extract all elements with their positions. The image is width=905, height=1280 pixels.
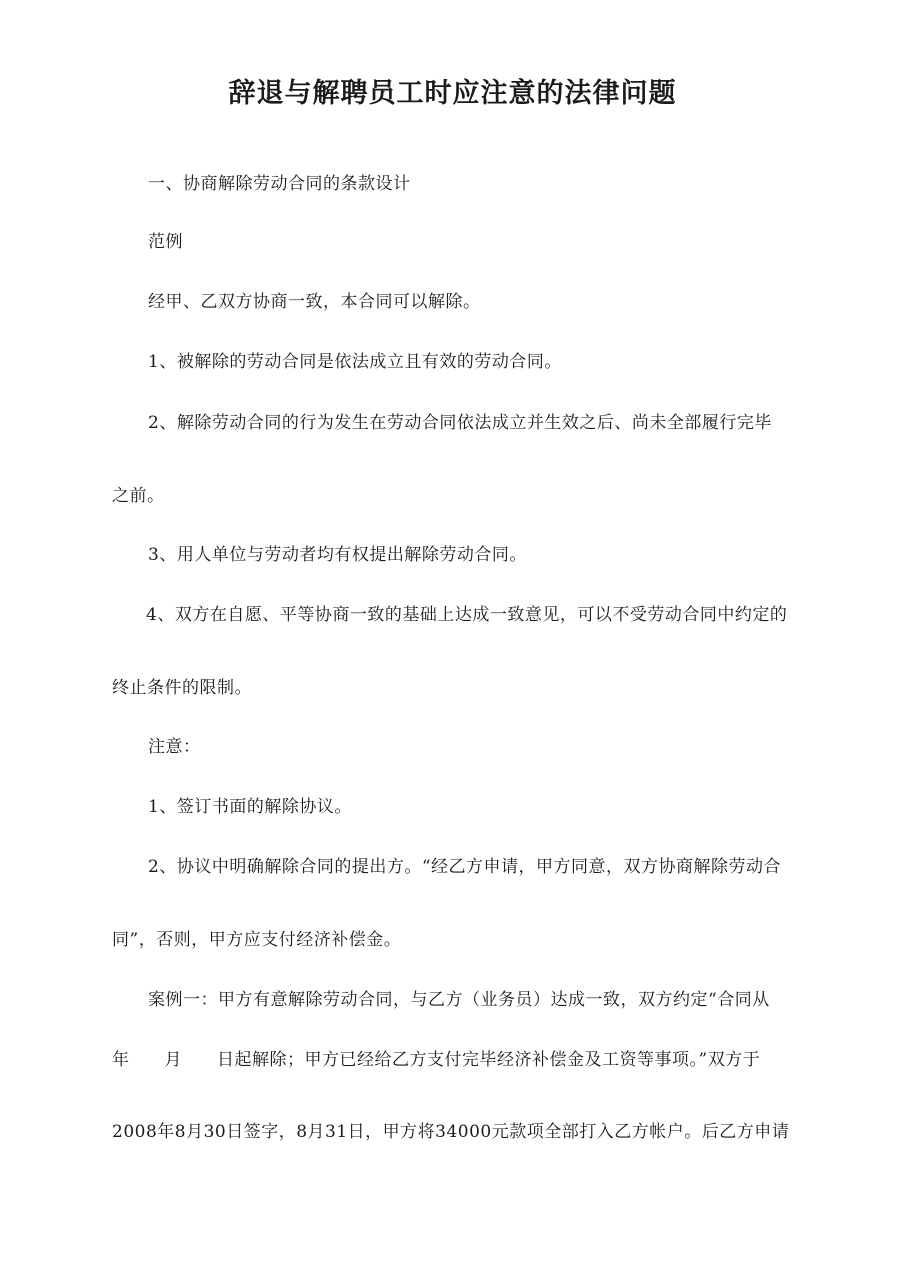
document-title: 辞退与解聘员工时应注意的法律问题 xyxy=(228,78,677,109)
paragraph-line: 1、签订书面的解除协议。 xyxy=(148,797,352,817)
paragraph-line: 2、解除劳动合同的行为发生在劳动合同依法成立并生效之后、尚未全部履行完毕 xyxy=(148,413,772,433)
paragraph-line: 2、协议中明确解除合同的提出方。“经乙方申请，甲方同意，双方协商解除劳动合 xyxy=(148,857,782,877)
paragraph-line: 注意： xyxy=(148,737,201,757)
paragraph-line: 案例一：甲方有意解除劳动合同，与乙方（业务员）达成一致，双方约定“合同从 xyxy=(148,990,770,1010)
paragraph-line: 之前。 xyxy=(112,486,165,506)
section-heading: 一、协商解除劳动合同的条款设计 xyxy=(148,174,411,194)
paragraph-line: 4、双方在自愿、平等协商一致的基础上达成一致意见，可以不受劳动合同中约定的 xyxy=(146,605,788,625)
paragraph-line: 经甲、乙双方协商一致，本合同可以解除。 xyxy=(148,292,481,312)
paragraph-line: 2008年8月30日签字，8月31日，甲方将34000元款项全部打入乙方帐户。后乙方申请 xyxy=(112,1122,790,1142)
paragraph-line: 1、被解除的劳动合同是依法成立且有效的劳动合同。 xyxy=(148,352,562,372)
paragraph-line: 终止条件的限制。 xyxy=(112,678,252,698)
paragraph-line: 3、用人单位与劳动者均有权提出解除劳动合同。 xyxy=(148,545,527,565)
paragraph-line: 年 月 日起解除；甲方已经给乙方支付完毕经济补偿金及工资等事项。”双方于 xyxy=(112,1050,761,1070)
paragraph-line: 同”，否则，甲方应支付经济补偿金。 xyxy=(112,930,402,950)
paragraph-line: 范例 xyxy=(148,232,183,252)
